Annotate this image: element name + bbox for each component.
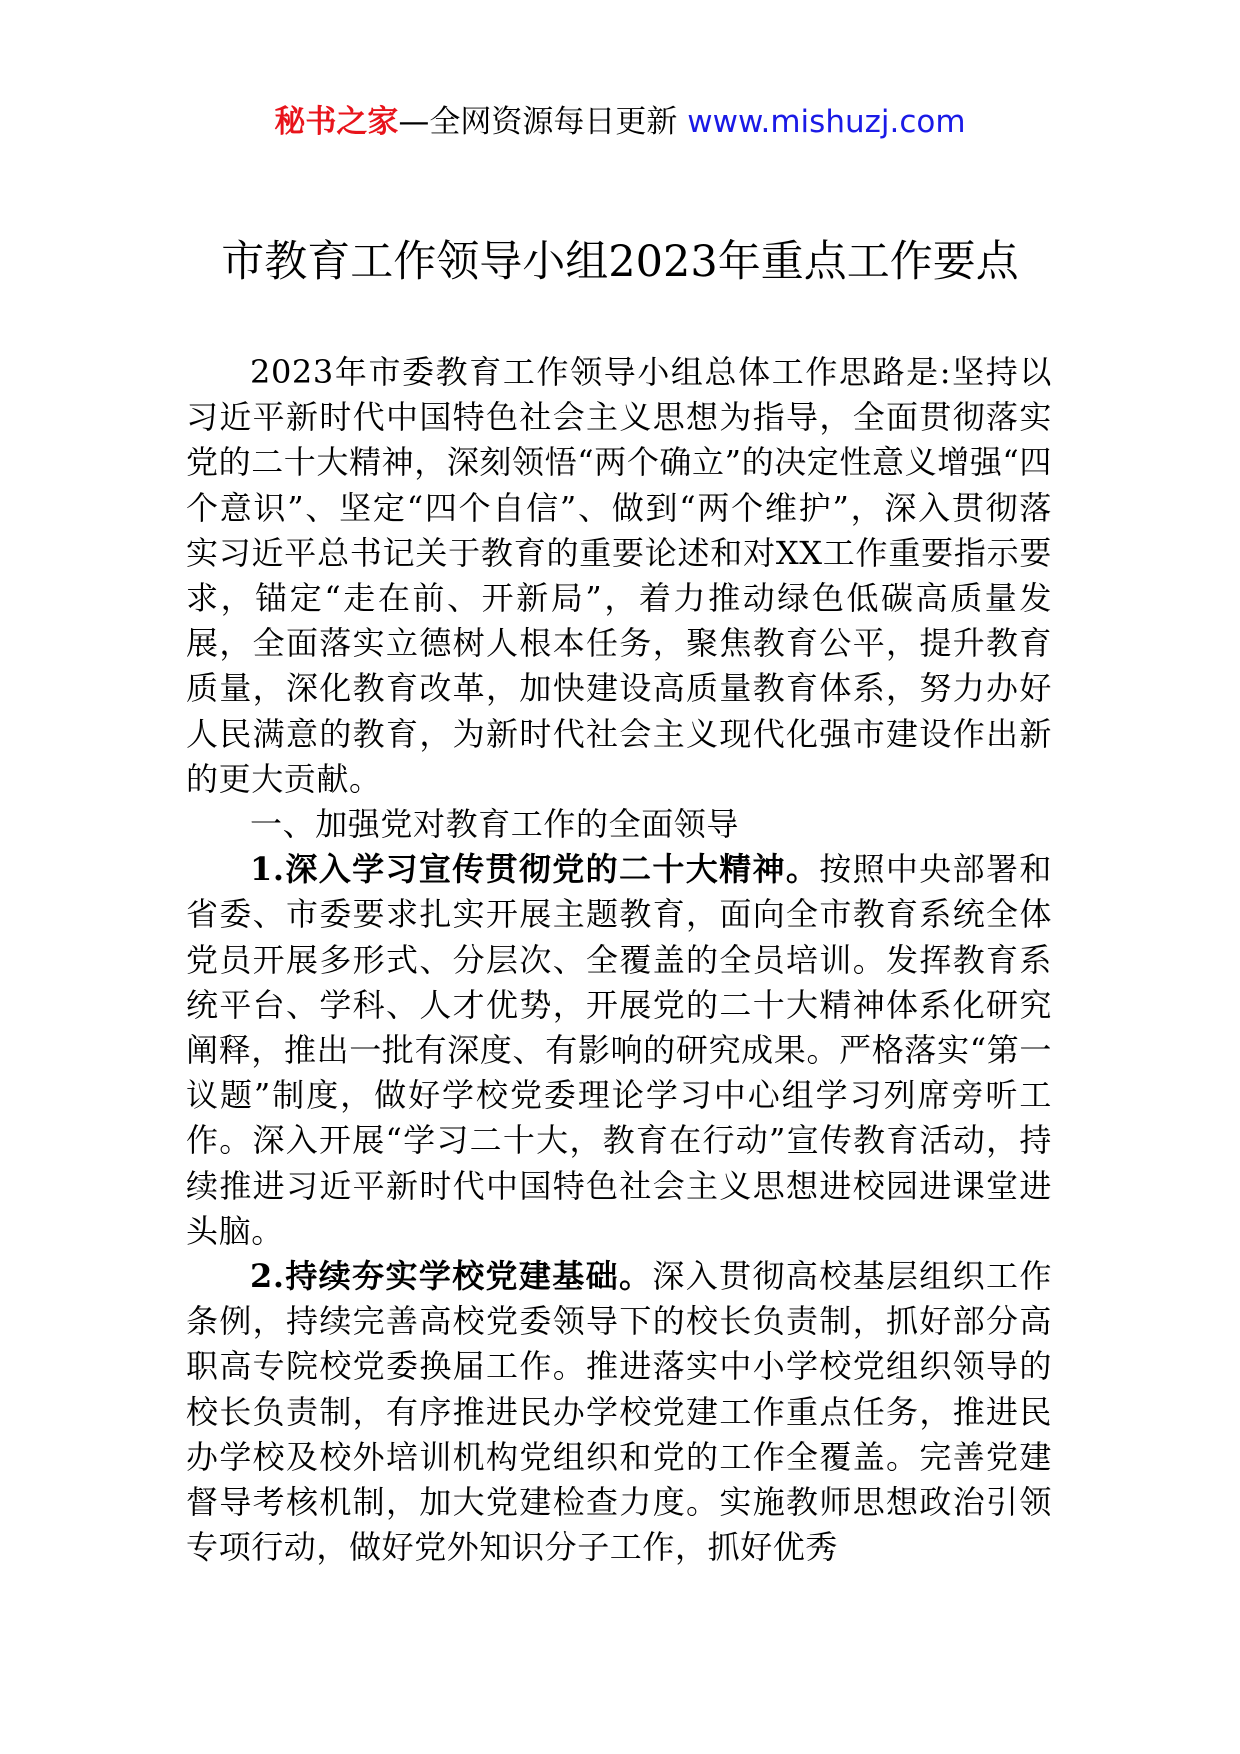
item-1-paragraph (186, 847, 1052, 1254)
document-title: 市教育工作领导小组2023年重点工作要点 (221, 237, 1019, 287)
item-2-lead: 2.持续夯实学校党建基础。 (250, 1257, 653, 1296)
section-heading: 一、加强党对教育工作的全面领导 (250, 805, 740, 844)
site-header (0, 100, 1240, 144)
item-2-paragraph (186, 1254, 1052, 1570)
brand-name: 秘书之家 (274, 104, 399, 140)
document-body (186, 350, 1052, 1570)
item-1-lead: 1.深入学习宣传贯彻党的二十大精神。 (250, 850, 820, 889)
header-tagline: —全网资源每日更新 (398, 104, 678, 140)
item-1-text: 按照中央部署和省委、市委要求扎实开展主题教育，面向全市教育系统全体党员开展多形式、分层次、全覆盖的全员培训。发挥教育系统平台、学科、人才优势，开展党的二十大精神体系化研究阐释，推出一批有深度、有影响的研究成果。严格落实“第一议题”制度，做好学校党委理论学习中心组学习列席旁听工作。深入开展“学习二十大，教育在行动”宣传教育活动，持续推进习近平新时代中国特色社会主义思想进校园进课堂进头脑。 (186, 850, 1052, 1250)
item-2-text: 深入贯彻高校基层组织工作条例，持续完善高校党委领导下的校长负责制，抓好部分高职高专院校党委换届工作。推进落实中小学校党组织领导的校长负责制，有序推进民办学校党建工作重点任务，推进民办学校及校外培训机构党组织和党的工作全覆盖。完善党建督导考核机制，加大党建检查力度。实施教师思想政治引领专项行动，做好党外知识分子工作，抓好优秀 (186, 1257, 1052, 1567)
website-link[interactable]: www.mishuzj.com (687, 104, 966, 140)
intro-paragraph: 2023年市委教育工作领导小组总体工作思路是:坚持以习近平新时代中国特色社会主义思想为指导，全面贯彻落实党的二十大精神，深刻领悟“两个确立”的决定性意义增强“四个意识”、坚定“四个自信”、做到“两个维护”，深入贯彻落实习近平总书记关于教育的重要论述和对XX工作重要指示要求，锚定“走在前、开新局”，着力推动绿色低碳高质量发展，全面落实立德树人根本任务，聚焦教育公平，提升教育质量，深化教育改革，加快建设高质量教育体系，努力办好人民满意的教育，为新时代社会主义现代化强市建设作出新的更大贡献。 (186, 353, 1052, 798)
